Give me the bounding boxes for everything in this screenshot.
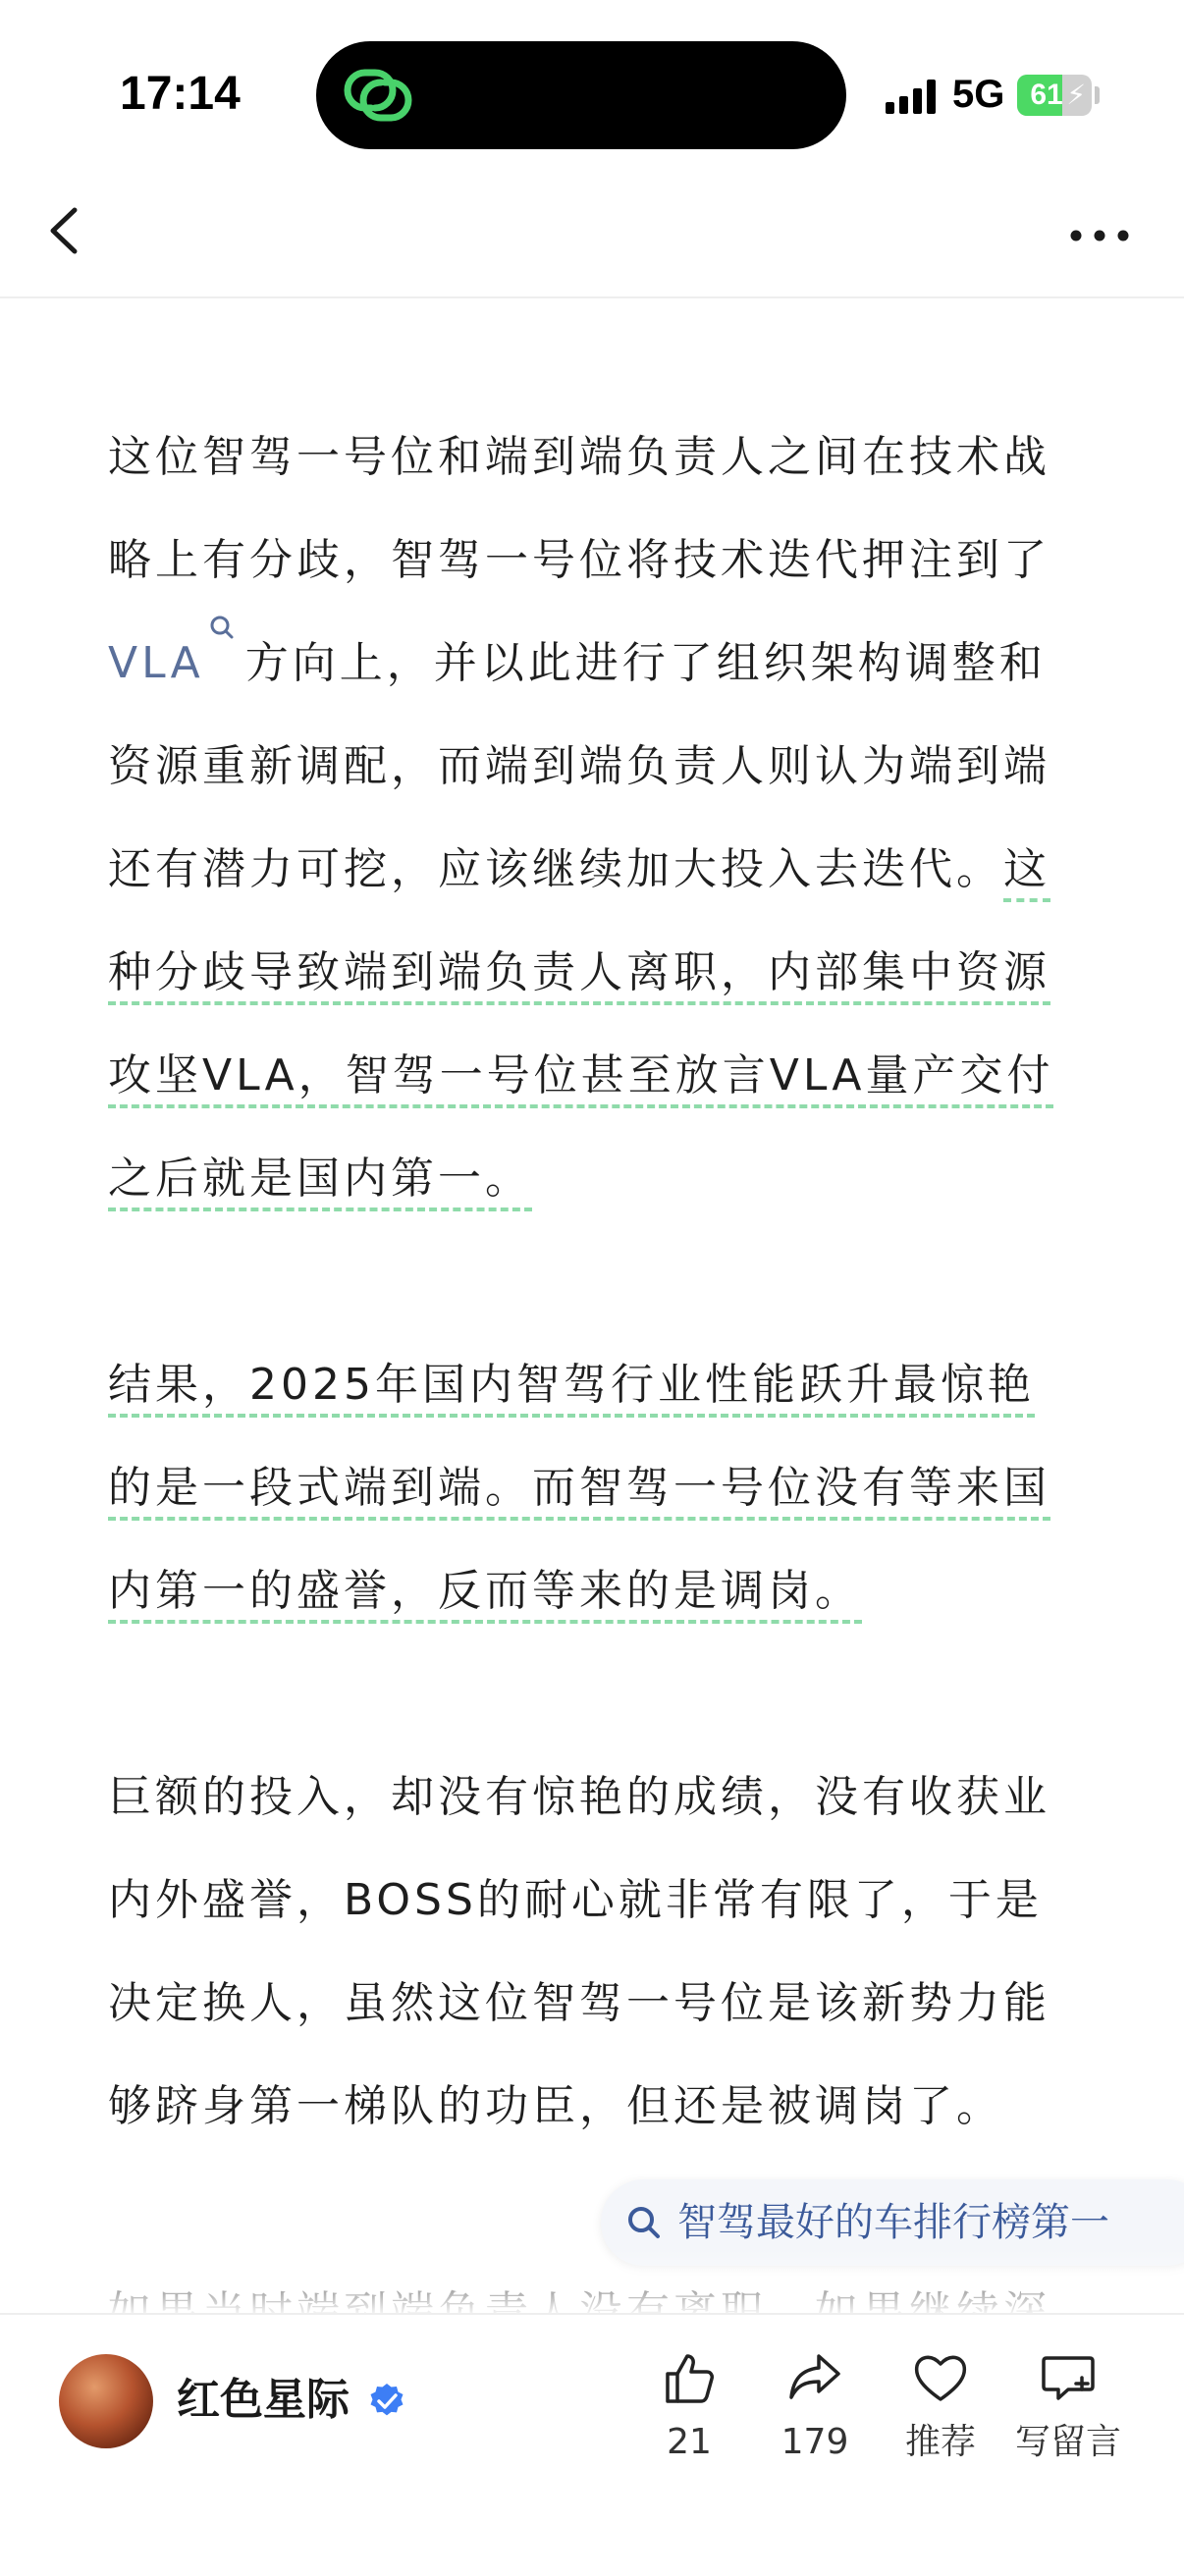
highlighted-sentence[interactable]: 这种分歧导致端到端负责人离职，内部集中资源攻坚VLA，智驾一号位甚至放言VLA量产交付之后就是国内第一。 — [108, 844, 1053, 1211]
battery-icon — [1017, 75, 1092, 116]
write-comment-label: 写留言 — [1014, 2422, 1121, 2462]
thumbs-up-icon — [660, 2348, 719, 2407]
paragraph-1-text-cont: 方向上，并以此进行了组织架构调整和资源重新调配，而端到端负责人则认为端到端还有潜力可挖，应该继续加大投入去迭代。 — [108, 638, 1050, 894]
nav-bar — [0, 167, 1184, 298]
comment-icon — [1039, 2348, 1098, 2407]
highlighted-sentence[interactable]: 结果，2025年国内智驾行业性能跃升最惊艳的是一段式端到端。而智驾一号位没有等来国内第一的盛誉，反而等来的是调岗。 — [108, 1360, 1050, 1624]
author-name[interactable]: 红色星际 — [177, 2375, 350, 2425]
write-comment-button[interactable] — [1009, 2348, 1127, 2466]
share-count: 179 — [780, 2422, 849, 2462]
battery-percent: 61 — [1030, 79, 1063, 111]
battery-cap — [1095, 86, 1100, 104]
paragraph-2 — [108, 1333, 1080, 1642]
charging-bolt-icon: ⚡ — [1066, 79, 1086, 111]
dynamic-island[interactable] — [316, 41, 846, 149]
more-dots-icon[interactable] — [1060, 206, 1139, 265]
verified-badge-icon — [367, 2382, 406, 2421]
status-time: 17:14 — [120, 68, 241, 120]
avatar[interactable] — [59, 2354, 153, 2448]
paragraph-1-text: 这位智驾一号位和端到端负责人之间在技术战略上有分歧，智驾一号位将技术迭代押注到了 — [108, 432, 1050, 585]
signal-icon — [886, 77, 942, 116]
share-icon — [785, 2348, 844, 2407]
heart-icon — [911, 2348, 970, 2407]
recommend-button[interactable] — [882, 2348, 999, 2466]
share-button[interactable] — [756, 2348, 874, 2466]
article-body — [108, 405, 1080, 2364]
bottom-fade — [0, 2248, 1184, 2317]
chevron-left-icon[interactable] — [39, 196, 98, 265]
status-bar — [0, 0, 1184, 167]
search-icon — [622, 2201, 666, 2244]
keyword-link-vla[interactable] — [108, 638, 245, 688]
paragraph-gap — [108, 1642, 1080, 1745]
like-button[interactable] — [630, 2348, 748, 2466]
like-count: 21 — [667, 2422, 712, 2462]
recommend-label: 推荐 — [904, 2422, 976, 2462]
paragraph-3: 巨额的投入，却没有惊艳的成绩，没有收获业内外盛誉，BOSS的耐心就非常有限了，于是决定换人，虽然这位智驾一号位是该新势力能够跻身第一梯队的功臣，但还是被调岗了。 — [108, 1772, 1050, 2131]
link-rings-icon — [344, 63, 412, 128]
search-suggestion-text: 智驾最好的车排行榜第一 — [677, 2200, 1109, 2245]
network-type: 5G — [952, 73, 1005, 116]
paragraph-1 — [108, 405, 1080, 1230]
paragraph-gap — [108, 1230, 1080, 1333]
bottom-action-bar — [0, 2313, 1184, 2576]
keyword-search-icon — [204, 612, 240, 651]
keyword-text: VLA — [108, 638, 204, 688]
